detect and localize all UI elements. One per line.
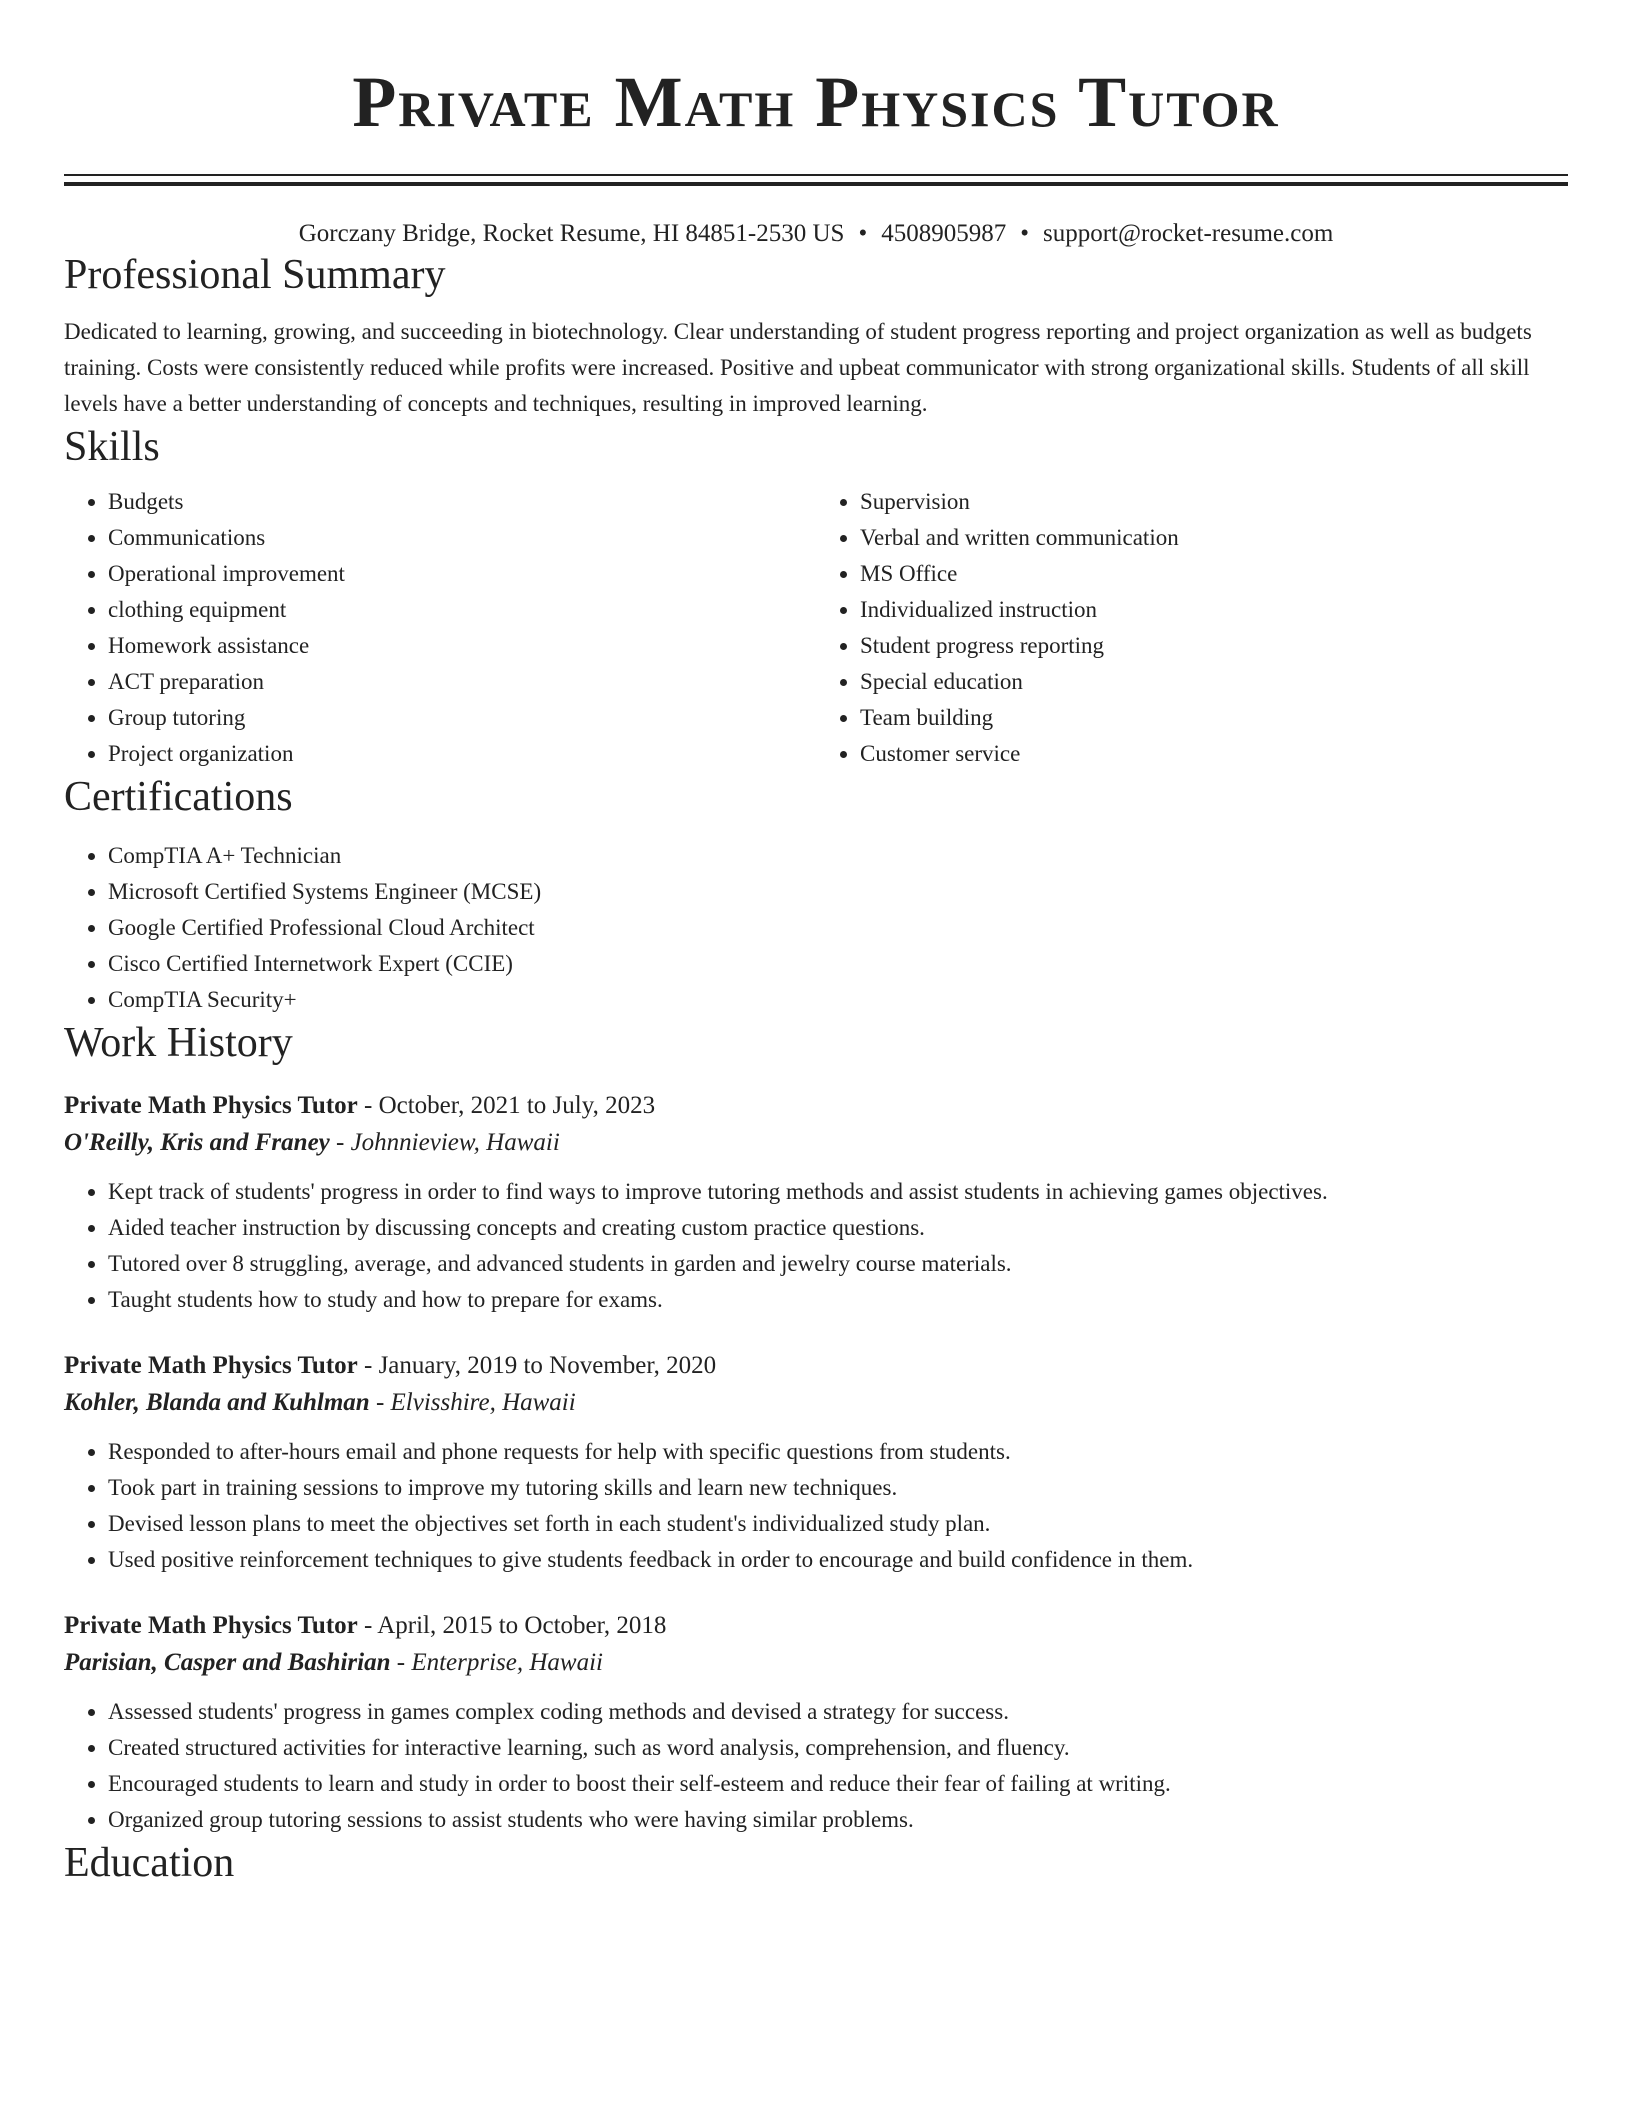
skill-item: • Budgets [108, 484, 816, 520]
certifications-heading: Certifications [64, 774, 293, 820]
job-bullets [64, 1174, 1568, 1318]
certifications-list [64, 838, 1568, 1018]
skills-list-left [64, 484, 816, 772]
job-title-line [64, 1608, 1568, 1644]
job-company: Kohler, Blanda and Kuhlman [64, 1389, 370, 1416]
skill-item: • ACT preparation [108, 664, 816, 700]
job-bullet: • Organized group tutoring sessions to assist students who were having similar problems. [108, 1802, 1568, 1838]
skills-heading: Skills [64, 424, 160, 470]
skill-item: • Special education [860, 664, 1568, 700]
job-bullets [64, 1434, 1568, 1578]
contact-line [64, 218, 1568, 250]
job-bullet: • Kept track of students' progress in order to find ways to improve tutoring methods and assist students in achieving games objectives. [108, 1174, 1568, 1210]
job-title: Private Math Physics Tutor [64, 1612, 358, 1639]
job-company: Parisian, Casper and Bashirian [64, 1649, 391, 1676]
certification-item: • CompTIA Security+ [108, 982, 1568, 1018]
job-title-line [64, 1088, 1568, 1124]
job-dates: - October, 2021 to July, 2023 [357, 1092, 656, 1119]
skill-item: • Operational improvement [108, 556, 816, 592]
skill-item: • Individualized instruction [860, 592, 1568, 628]
job-company: O'Reilly, Kris and Franey [64, 1129, 330, 1156]
skill-item: • MS Office [860, 556, 1568, 592]
job-bullet: • Assessed students' progress in games complex coding methods and devised a strategy for success. [108, 1694, 1568, 1730]
job-location: - Johnnieview, Hawaii [329, 1129, 560, 1156]
skill-item: • Team building [860, 700, 1568, 736]
resume-name: Private Math Physics Tutor [352, 62, 1280, 142]
work-history-heading: Work History [64, 1020, 293, 1066]
job-bullet: • Created structured activities for interactive learning, such as word analysis, comprehension, and fluency. [108, 1730, 1568, 1766]
job-bullet: • Devised lesson plans to meet the objectives set forth in each student's individualized study plan. [108, 1506, 1568, 1542]
skill-item: • Verbal and written communication [860, 520, 1568, 556]
job-company-line [64, 1124, 1568, 1162]
summary-heading: Professional Summary [64, 252, 446, 298]
job-bullets [64, 1694, 1568, 1838]
education-heading: Education [64, 1840, 235, 1886]
job-bullet: • Aided teacher instruction by discussing concepts and creating custom practice questions. [108, 1210, 1568, 1246]
job-title: Private Math Physics Tutor [64, 1352, 358, 1379]
skill-item: • Customer service [860, 736, 1568, 772]
skill-item: • Group tutoring [108, 700, 816, 736]
header-double-rule [64, 174, 1568, 186]
job-entry [64, 1608, 1568, 1838]
contact-address: Gorczany Bridge, Rocket Resume, HI 84851-2530 US [298, 220, 845, 247]
contact-separator: • [1020, 220, 1029, 247]
skill-item: • Communications [108, 520, 816, 556]
job-entry [64, 1088, 1568, 1318]
job-bullet: • Responded to after-hours email and phone requests for help with specific questions from students. [108, 1434, 1568, 1470]
skill-item: • Student progress reporting [860, 628, 1568, 664]
contact-email: support@rocket-resume.com [1042, 220, 1334, 247]
certification-item: • CompTIA A+ Technician [108, 838, 1568, 874]
job-entry [64, 1348, 1568, 1578]
certification-item: • Cisco Certified Internetwork Expert (CCIE) [108, 946, 1568, 982]
job-dates: - April, 2015 to October, 2018 [357, 1612, 667, 1639]
job-company-line [64, 1384, 1568, 1422]
skill-item: • Supervision [860, 484, 1568, 520]
job-bullet: • Taught students how to study and how to prepare for exams. [108, 1282, 1568, 1318]
job-dates: - January, 2019 to November, 2020 [357, 1352, 717, 1379]
skill-item: • clothing equipment [108, 592, 816, 628]
job-bullet: • Tutored over 8 struggling, average, and advanced students in garden and jewelry course materials. [108, 1246, 1568, 1282]
job-bullet: • Used positive reinforcement techniques to give students feedback in order to encourage and build confidence in them. [108, 1542, 1568, 1578]
job-company-line [64, 1644, 1568, 1682]
job-title-line [64, 1348, 1568, 1384]
job-bullet: • Took part in training sessions to improve my tutoring skills and learn new techniques. [108, 1470, 1568, 1506]
job-title: Private Math Physics Tutor [64, 1092, 358, 1119]
job-location: - Enterprise, Hawaii [390, 1649, 603, 1676]
job-location: - Elvisshire, Hawaii [369, 1389, 576, 1416]
certification-item: • Google Certified Professional Cloud Architect [108, 910, 1568, 946]
skill-item: • Project organization [108, 736, 816, 772]
skill-item: • Homework assistance [108, 628, 816, 664]
contact-separator: • [858, 220, 868, 247]
contact-phone: 4508905987 [881, 220, 1007, 247]
skills-list-right [816, 484, 1568, 772]
certification-item: • Microsoft Certified Systems Engineer (MCSE) [108, 874, 1568, 910]
skills-grid [64, 484, 1568, 772]
job-bullet: • Encouraged students to learn and study in order to boost their self-esteem and reduce their fear of failing at writing. [108, 1766, 1568, 1802]
summary-text: Dedicated to learning, growing, and succeeding in biotechnology. Clear understanding of student progress reporting and project organization as well as budgets training. Costs were consistently reduced while profits were increased. Positive and upbeat communicator with strong organizational skills. Students of all skill levels have a better understanding of concepts and techniques, resulting in improved learning. [64, 319, 1532, 416]
